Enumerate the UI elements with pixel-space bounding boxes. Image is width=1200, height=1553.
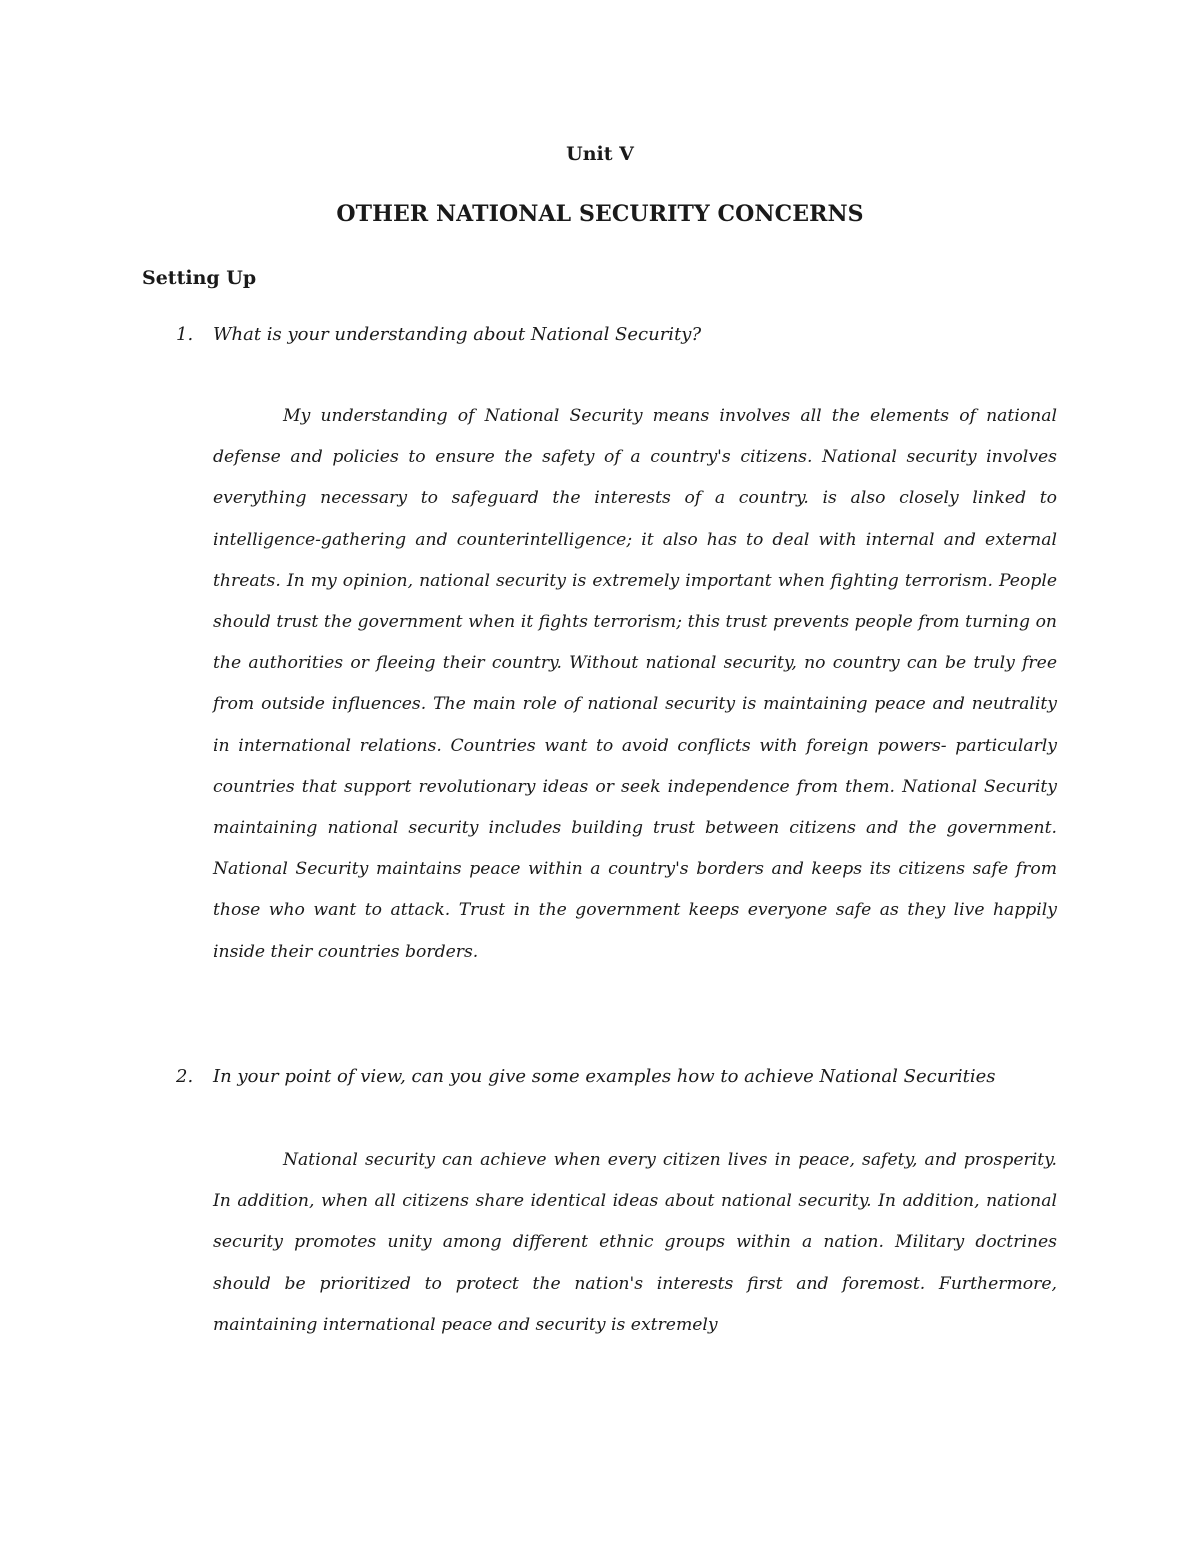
answer-1: My understanding of National Security means involves all the elements of national defense and policies to ensure the safety of a country's citizens. National security involves everything necessary to safeguard the interests of a country. is also closely linked to intelligence-gathering and counterintelligence; it also has to deal with internal and external threats. In my opinion, national security is extremely important when fighting terrorism. People should trust the government when it fights terrorism; this trust prevents people from turning on the authorities or fleeing their country. Without national security, no country can be truly free from outside influences. The main role of national security is maintaining peace and neutrality in international relations. Countries want to avoid conflicts with foreign powers- particularly countries that support revolutionary ideas or seek independence from them. National Security maintaining national security includes building trust between citizens and the government. National Security maintains peace within a country's borders and keeps its citizens safe from those who want to attack. Trust in the government keeps everyone safe as they live happily inside their countries borders. [213,406,1057,962]
question-number: 2. [176,1066,194,1087]
question-2 [176,1066,1056,1087]
section-heading: Setting Up [142,267,257,289]
question-text: What is your understanding about National Security? [213,324,702,345]
unit-title: OTHER NATIONAL SECURITY CONCERNS [336,201,864,227]
unit-label: Unit V [566,143,634,165]
question-number: 1. [176,324,194,345]
answer-2: National security can achieve when every citizen lives in peace, safety, and prosperity. In addition, when all citizens share identical ideas about national security. In addition, national security promotes unity among different ethnic groups within a nation. Military doctrines should be prioritized to protect the nation's interests first and foremost. Furthermore, maintaining international peace and security is extremely [213,1150,1057,1335]
question-text: In your point of view, can you give some examples how to achieve National Securities [213,1066,996,1087]
question-1 [176,324,1056,345]
